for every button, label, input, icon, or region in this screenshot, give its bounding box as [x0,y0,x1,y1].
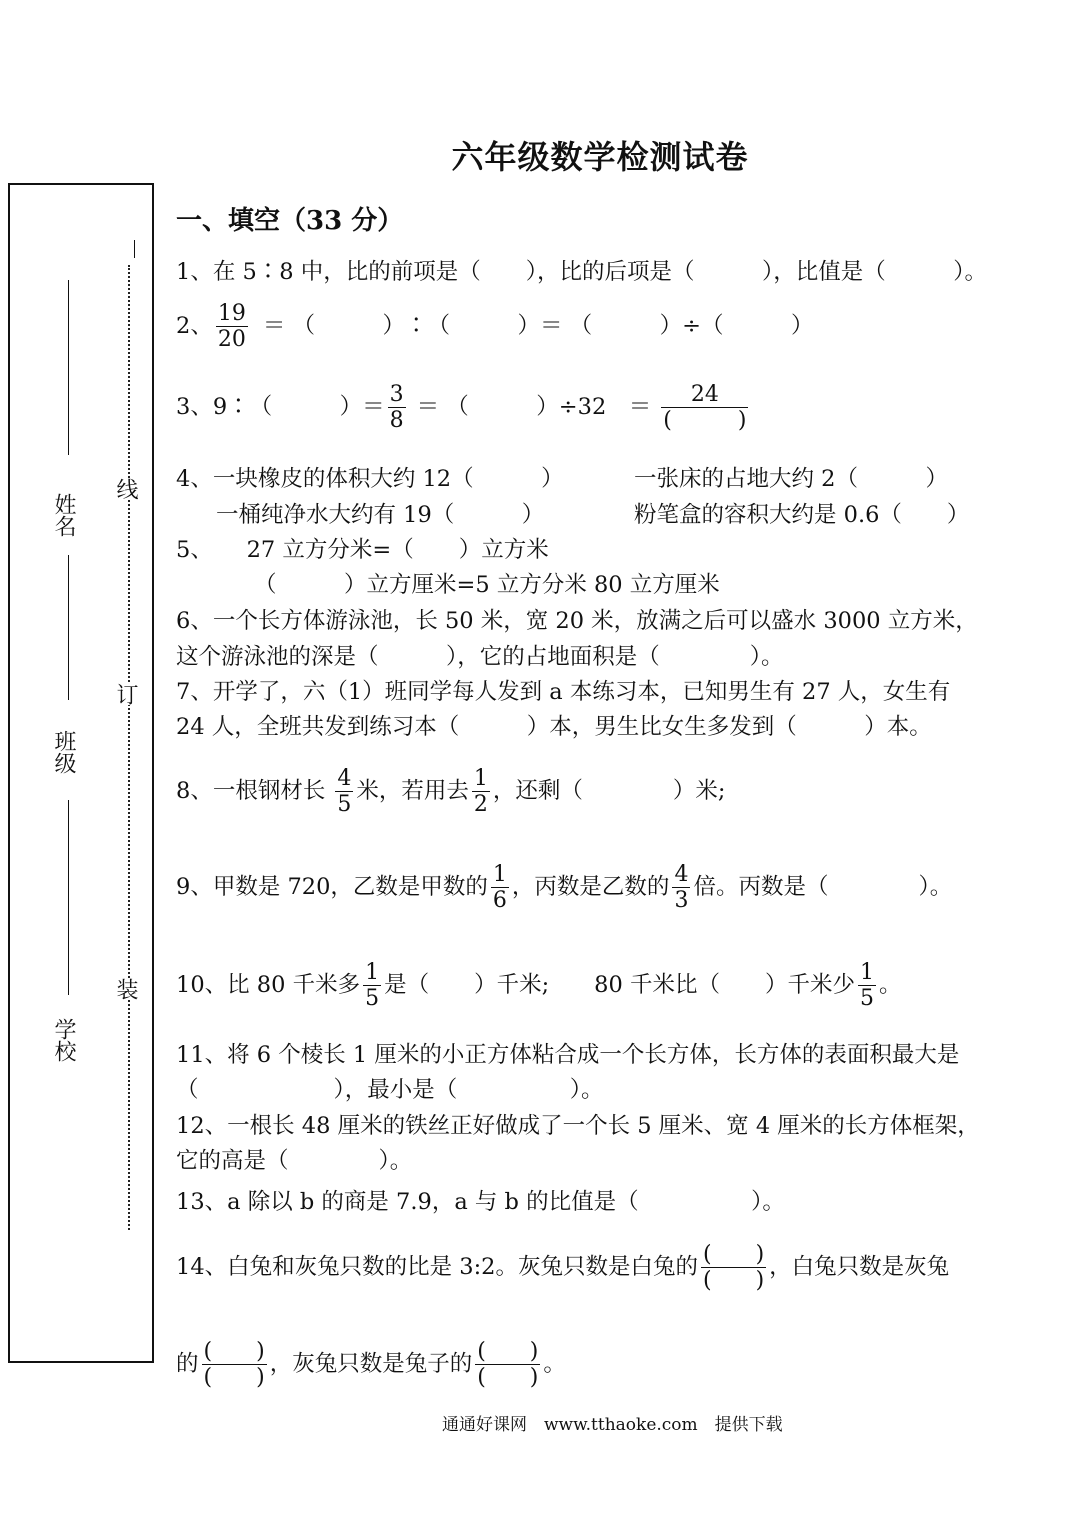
question-5a: 5、 27 立方分米=（ ）立方米 [176,537,549,563]
question-12b: 它的高是（ ）。 [176,1148,413,1174]
question-1: 1、在 5∶8 中，比的前项是（ ），比的后项是（ ），比值是（ ）。 [176,259,988,285]
name-underline [68,280,69,455]
question-4c: 一桶纯净水大约有 19（ ） [216,502,545,528]
q14-text-e: 。 [543,1351,566,1378]
q9-text-a: 9、甲数是 720，乙数是甲数的 [176,874,488,901]
q9-fraction-1: $\frac{1}{6}$ [492,862,507,914]
question-6b: 这个游泳池的深是（ ），它的占地面积是（ ）。 [176,644,784,670]
question-8 [176,767,725,816]
q3-fraction-2: $\frac{24}{( )}$ [663,382,747,434]
q8-text-b: 米，若用去 [356,778,469,805]
question-11a: 11、将 6 个棱长 1 厘米的小正方体粘合成一个长方体，长方体的表面积最大是 [176,1042,960,1068]
q10-text-a: 10、比 80 千米多 [176,972,361,999]
q2-prefix: 2、 [176,313,213,340]
question-4d: 粉笔盒的容积大约是 0.6（ ） [634,502,970,528]
q14-text-b: ，白兔只数是灰兔 [769,1254,950,1281]
question-2 [176,302,814,351]
binding-dotted-line [128,265,130,1230]
page-title: 六年级数学检测试卷 [451,138,749,176]
question-14-line-1 [176,1243,949,1292]
question-10 [176,961,901,1010]
q10-fraction-2: $\frac{1}{5}$ [859,960,874,1012]
question-5b: （ ）立方厘米=5 立方分米 80 立方厘米 [254,572,720,598]
class-label: 班级 [51,730,76,774]
name-label: 姓名 [51,493,76,537]
q10-fraction-1: $\frac{1}{5}$ [365,960,380,1012]
q14-text-c: 的 [176,1351,199,1378]
q8-text-c: ，还剩（ ）米; [492,778,726,805]
class-underline-top [68,555,69,700]
q10-text-b: 是（ ）千米; 80 千米比（ ）千米少 [384,972,855,999]
question-4b: 一张床的占地大约 2（ ） [634,466,948,492]
q14-text-d: ，灰兔只数是兔子的 [269,1351,473,1378]
question-7b: 24 人，全班共发到练习本（ ）本，男生比女生多发到（ ）本。 [176,714,932,740]
binding-box [8,183,154,1363]
q8-fraction-1: $\frac{4}{5}$ [337,766,352,818]
section-heading: 一、填空（33 分） [176,206,404,236]
question-4a: 4、一块橡皮的体积大约 12（ ） [176,466,564,492]
q14-fraction-2: $\frac{( )}{( )}$ [203,1339,265,1391]
footer-source: 通通好课网 www.tthaoke.com 提供下载 [442,1415,783,1435]
q2-fraction: $\frac{19}{20}$ [217,301,246,353]
question-9 [176,863,952,912]
binding-line-char: 线 [110,478,141,500]
question-14-line-2 [176,1340,566,1389]
class-underline-bottom [68,800,69,995]
question-6a: 6、一个长方体游泳池，长 50 米，宽 20 米，放满之后可以盛水 3000 立方米， [176,608,978,634]
q3-middle: ＝ （ ）÷32 ＝ [416,394,652,421]
q14-fraction-1: $\frac{( )}{( )}$ [703,1242,765,1294]
question-3 [176,383,751,432]
q2-rest: ＝ （ ）∶（ ）＝ （ ）÷（ ） [262,313,814,340]
q14-text-a: 14、白兔和灰兔只数的比是 3:2。灰兔只数是白兔的 [176,1254,698,1281]
q8-text-a: 8、一根钢材长 [176,778,326,805]
q3-fraction: $\frac{3}{8}$ [389,382,404,434]
binding-ding-char: 订 [110,683,141,705]
q9-fraction-2: $\frac{4}{3}$ [674,862,689,914]
q3-prefix: 3、9∶（ ）＝ [176,394,385,421]
question-11b: （ ），最小是（ ）。 [176,1077,604,1103]
question-12a: 12、一根长 48 厘米的铁丝正好做成了一个长 5 厘米、宽 4 厘米的长方体框架， [176,1113,980,1139]
question-7a: 7、开学了，六（1）班同学每人发到 a 本练习本，已知男生有 27 人，女生有 [176,679,951,705]
q8-fraction-2: $\frac{1}{2}$ [473,766,488,818]
q14-fraction-3: $\frac{( )}{( )}$ [477,1339,539,1391]
q9-text-b: ，丙数是乙数的 [511,874,670,901]
q10-text-c: 。 [878,972,902,999]
binding-zhuang-char: 装 [110,978,141,1000]
question-13: 13、a 除以 b 的商是 7.9，a 与 b 的比值是（ ）。 [176,1189,785,1215]
school-label: 学校 [51,1018,76,1062]
q9-text-c: 倍。丙数是（ ）。 [693,874,953,901]
binding-tick [134,240,135,258]
